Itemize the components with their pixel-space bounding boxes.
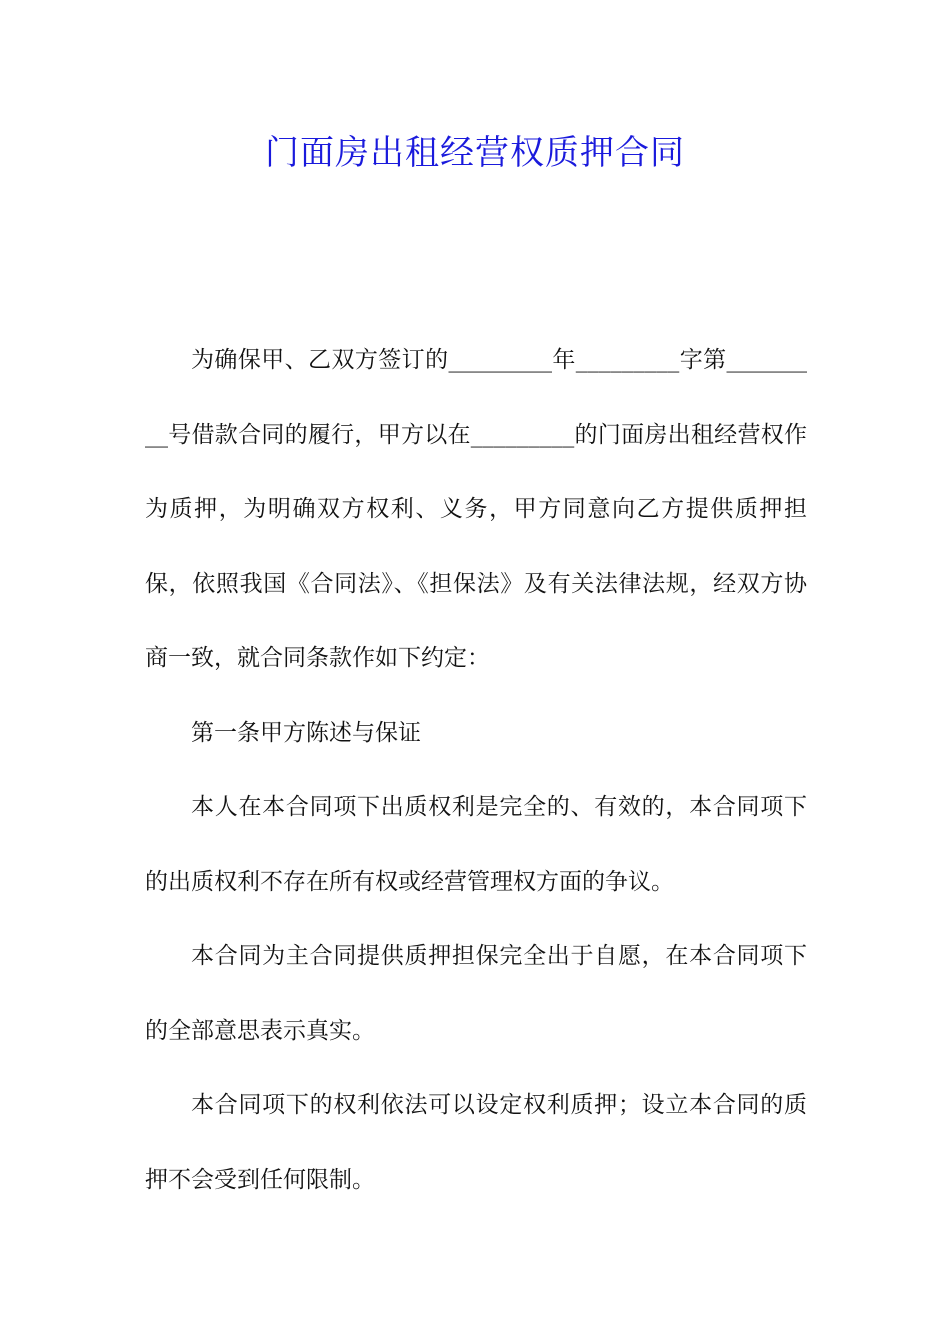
intro-paragraph: 为确保甲、乙双方签订的_________年_________字第_________号借款合同的履行，甲方以在_________的门面房出租经营权作为质押，为明确双方权利、义务，甲方同意向乙方提供质押担保，依照我国《合同法》、《担保法》及有关法律法规，经双方协商一致，就合同条款作如下约定： xyxy=(145,347,807,671)
body-paragraph: 本合同项下的权利依法可以设定权利质押；设立本合同的质押不会受到任何限制。 xyxy=(145,1092,807,1193)
body-paragraph: 本合同为主合同提供质押担保完全出于自愿，在本合同项下的全部意思表示真实。 xyxy=(145,943,807,1044)
body-paragraph: 本人在本合同项下出质权利是完全的、有效的，本合同项下的出质权利不存在所有权或经营管理权方面的争议。 xyxy=(145,794,807,895)
document-title: 门面房出租经营权质押合同 xyxy=(265,133,685,173)
article-heading: 第一条甲方陈述与保证 xyxy=(191,720,421,746)
